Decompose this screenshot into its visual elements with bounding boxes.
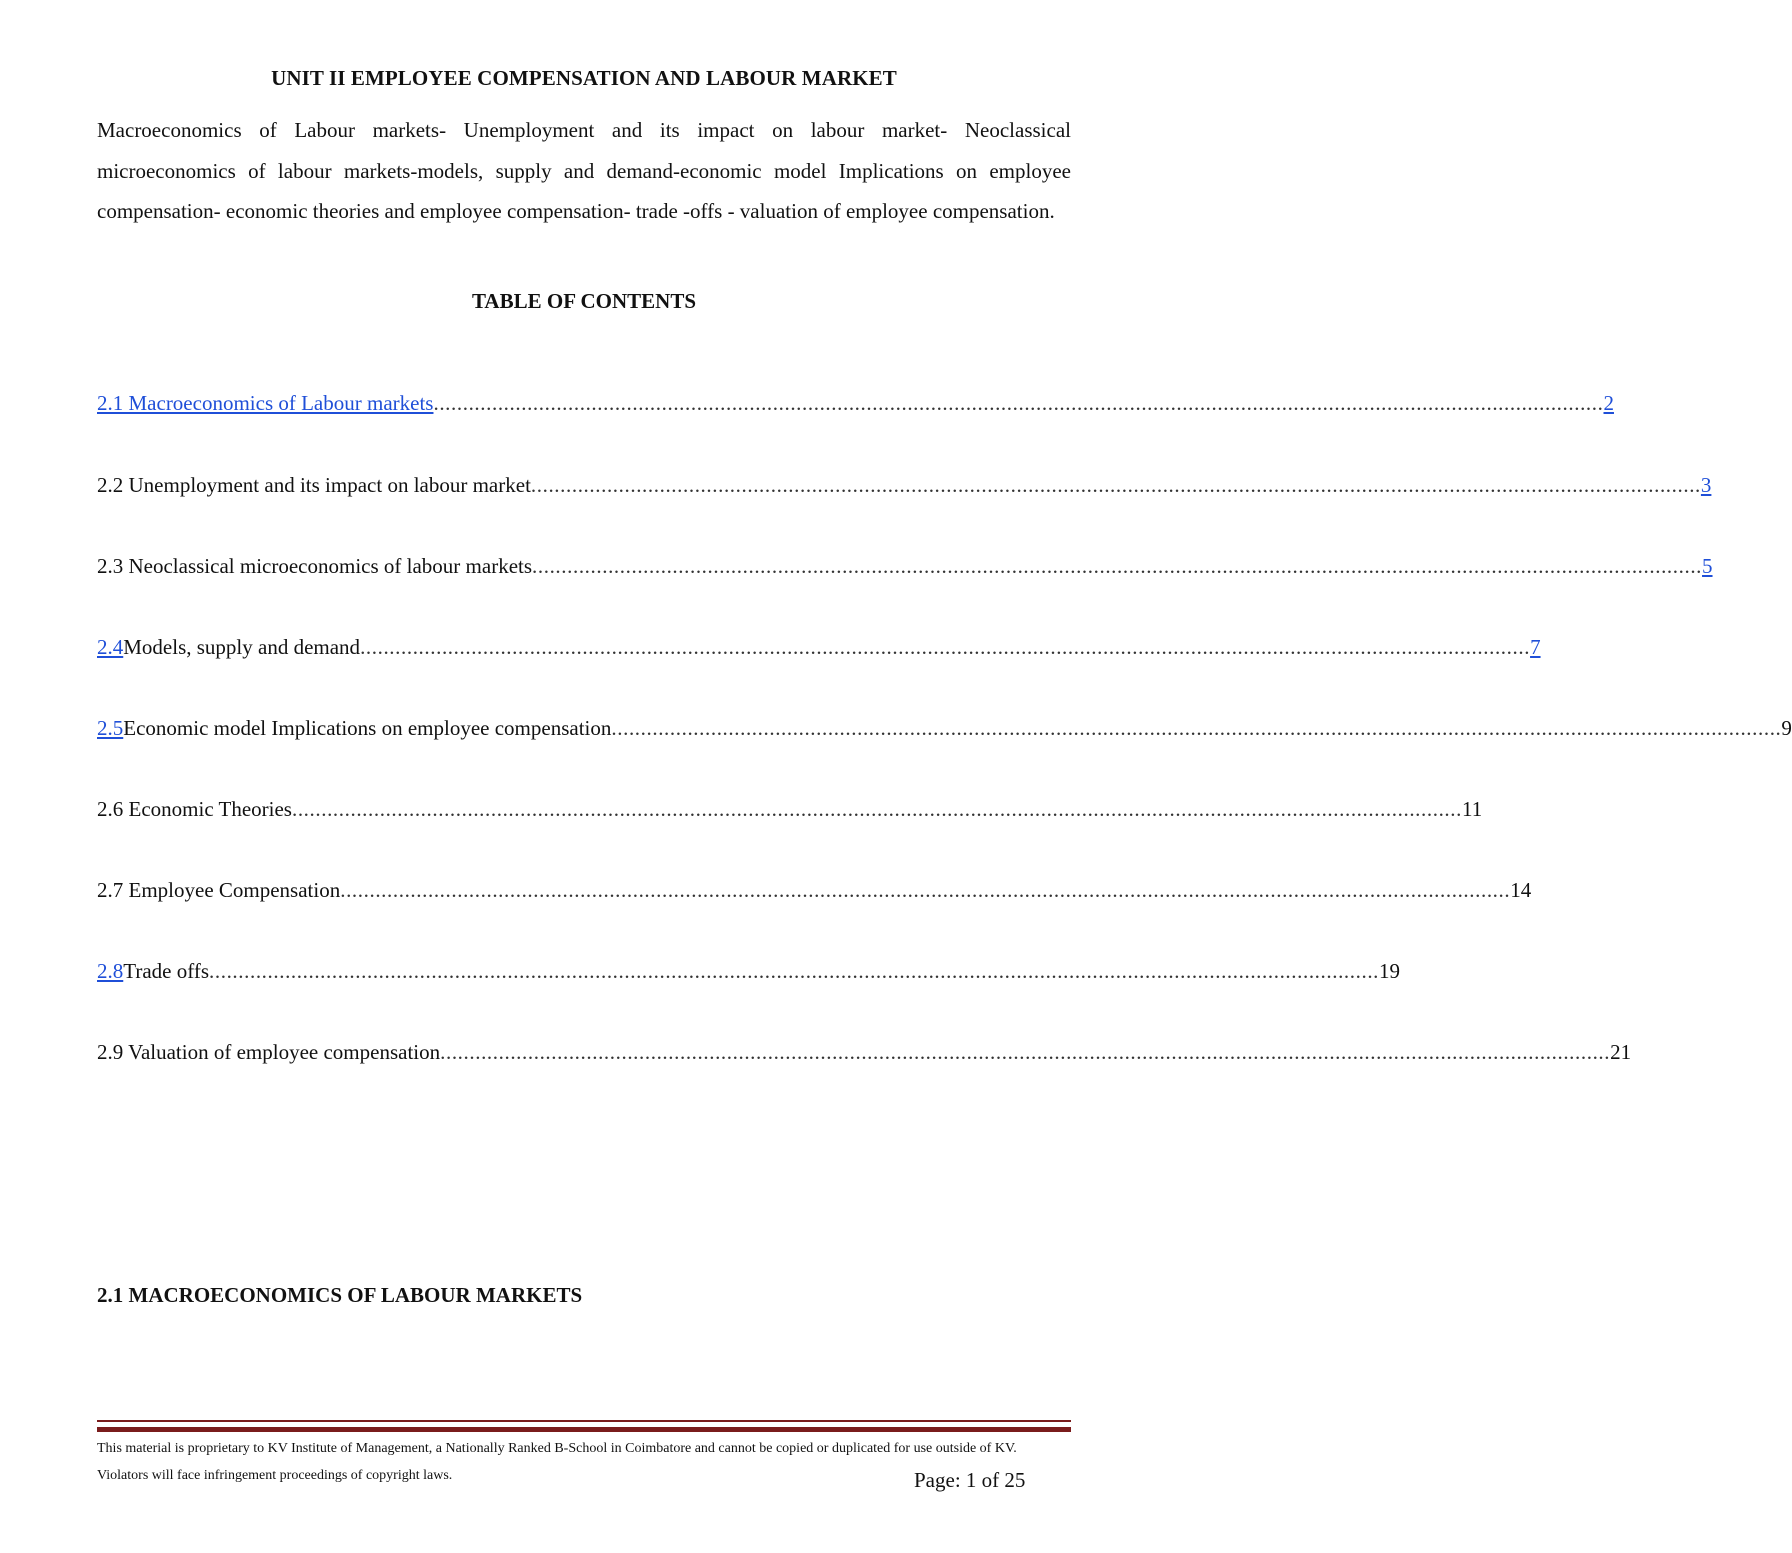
toc-entry-text: Models, supply and demand bbox=[123, 635, 361, 659]
toc-entry-link[interactable]: 2.1 Macroeconomics of Labour markets bbox=[97, 391, 434, 415]
toc-page-link[interactable]: 5 bbox=[1702, 554, 1713, 578]
toc-entry-label: 2.7 Employee Compensation bbox=[97, 878, 341, 902]
toc-entry[interactable] bbox=[97, 876, 1532, 904]
unit-intro: Macroeconomics of Labour markets- Unemployment and its impact on labour market- Neoclassical microeconomics of labour markets-models, supply and demand-economic model Implications on employee compensation- economic theories and employee compensation- trade -offs - valuation of employee compensation. bbox=[97, 118, 1071, 223]
toc-page-number: 21 bbox=[1610, 1040, 1632, 1064]
toc-dot-leader: ........................................................................................................................................................................................................ bbox=[291, 797, 1462, 821]
toc-entry-label: 2.2 Unemployment and its impact on labour market bbox=[97, 473, 531, 497]
toc-dot-leader: ........................................................................................................................................................................................................ bbox=[360, 635, 1531, 659]
toc-dot-leader: ........................................................................................................................................................................................................ bbox=[340, 878, 1511, 902]
toc-entry[interactable] bbox=[97, 714, 1792, 742]
toc-page-link[interactable]: 3 bbox=[1700, 473, 1712, 497]
page-number: Page: 1 of 25 bbox=[914, 1468, 1026, 1492]
toc-page-number: 11 bbox=[1461, 797, 1483, 821]
page-title: UNIT II EMPLOYEE COMPENSATION AND LABOUR MARKET bbox=[271, 66, 897, 90]
toc-entry-link[interactable]: 2.4 bbox=[97, 635, 124, 659]
toc-entry-label: 2.6 Economic Theories bbox=[97, 797, 292, 821]
toc-entry-link[interactable]: 2.8 bbox=[97, 959, 124, 983]
section-heading: 2.1 MACROECONOMICS OF LABOUR MARKETS bbox=[97, 1283, 583, 1307]
copyright-note: This material is proprietary to KV Institute of Management, a Nationally Ranked B-School in Coimbatore and cannot be copied or duplicated for use outside of KV. Violators will face infringement proceedings of copyright laws. bbox=[97, 1441, 1017, 1483]
toc-entry-text: Trade offs bbox=[123, 959, 210, 983]
toc-dot-leader: ........................................................................................................................................................................................................ bbox=[209, 959, 1380, 983]
footer-rule bbox=[97, 1420, 1071, 1422]
toc-page-number: 19 bbox=[1379, 959, 1401, 983]
toc-page-number: 9 bbox=[1781, 716, 1792, 740]
toc-entry[interactable] bbox=[97, 471, 1712, 499]
toc-page-link[interactable]: 2 bbox=[1603, 391, 1614, 415]
footer-rule-thick bbox=[97, 1427, 1071, 1432]
toc-entry-label: 2.3 Neoclassical microeconomics of labour markets bbox=[97, 554, 533, 578]
toc-entry-text: Economic model Implications on employee compensation bbox=[123, 716, 612, 740]
toc-dot-leader: ........................................................................................................................................................................................................ bbox=[440, 1040, 1611, 1064]
toc-entry-link[interactable]: 2.5 bbox=[97, 716, 124, 740]
toc-dot-leader: ........................................................................................................................................................................................................ bbox=[532, 554, 1703, 578]
toc-title: TABLE OF CONTENTS bbox=[471, 289, 697, 313]
toc-entry[interactable] bbox=[97, 552, 1713, 580]
toc-entry[interactable] bbox=[97, 795, 1483, 823]
toc-entry[interactable] bbox=[97, 633, 1541, 661]
toc-dot-leader: ........................................................................................................................................................................................................ bbox=[611, 716, 1782, 740]
toc-page-link[interactable]: 7 bbox=[1530, 635, 1541, 659]
toc-entry-label: 2.9 Valuation of employee compensation bbox=[97, 1040, 441, 1064]
toc-page-number: 14 bbox=[1510, 878, 1532, 902]
toc-entry[interactable] bbox=[97, 389, 1614, 417]
toc-dot-leader: ........................................................................................................................................................................................................ bbox=[433, 391, 1604, 415]
toc-entry[interactable] bbox=[97, 1038, 1632, 1066]
toc-entry[interactable] bbox=[97, 957, 1401, 985]
toc-dot-leader: ........................................................................................................................................................................................................ bbox=[530, 473, 1701, 497]
